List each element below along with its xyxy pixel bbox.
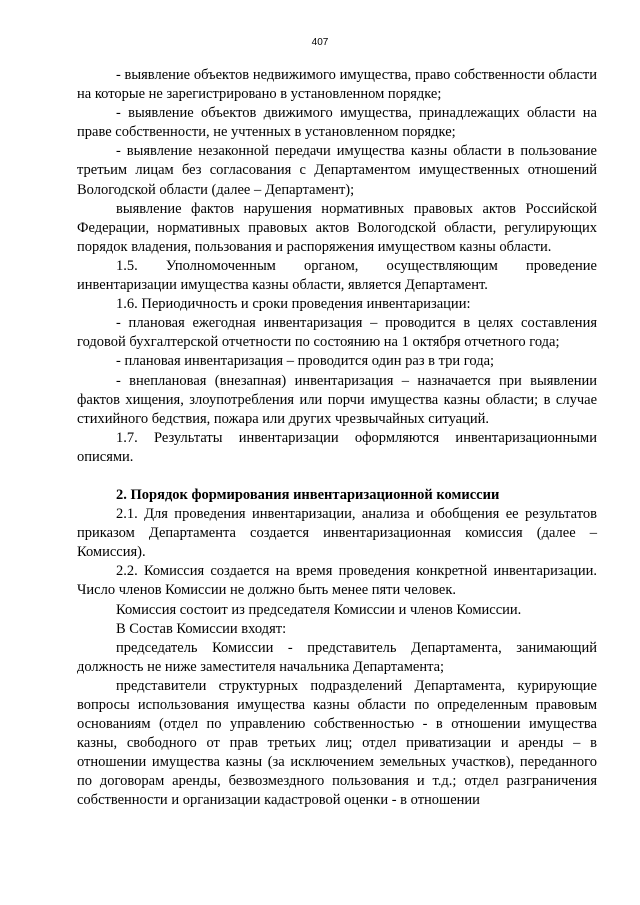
paragraph: 1.5. Уполномоченным органом, осуществляющим проведение инвентаризации имущества казны области, является Департамент. xyxy=(77,257,597,294)
paragraph: 1.6. Периодичность и сроки проведения инвентаризации: xyxy=(116,296,471,313)
paragraph: 2.1. Для проведения инвентаризации, анализа и обобщения ее результатов приказом Департамента создается инвентаризационная комиссия (далее – Комиссия). xyxy=(77,506,597,561)
paragraph: В Состав Комиссии входят: xyxy=(116,620,287,637)
document-body xyxy=(77,66,597,811)
paragraph: - выявление незаконной передачи имущества казны области в пользование третьим лицам без согласования с Департаментом имущественных отношений Вологодской области (далее – Департамент); xyxy=(77,143,597,198)
paragraph: Комиссия состоит из председателя Комиссии и членов Комиссии. xyxy=(116,601,522,618)
paragraph: председатель Комиссии - представитель Департамента, занимающий должность не ниже заместителя начальника Департамента; xyxy=(77,639,597,675)
paragraph: - внеплановая (внезапная) инвентаризация – назначается при выявлении фактов хищения, злоупотребления или порчи имущества казны области; в случае стихийного бедствия, пожара или других чрезвычайных ситуаций. xyxy=(77,372,597,427)
section-heading: 2. Порядок формирования инвентаризационной комиссии xyxy=(116,486,500,503)
paragraph: - плановая инвентаризация – проводится один раз в три года; xyxy=(116,353,495,370)
paragraph: представители структурных подразделений Департамента, курирующие вопросы использования имущества казны области по определенным правовым основаниям (отдел по управлению собственностью - в отношении имущества казны, свободного от прав третьих лиц; отдел приватизации и аренды – в отношении имущества казны (за исключением земельных участков), переданного по договорам аренды, безвозмездного пользования и т.д.; отдел разграничения собственности и организации кадастровой оценки - в отношении xyxy=(77,677,597,809)
paragraph: - плановая ежегодная инвентаризация – проводится в целях составления годовой бухгалтерской отчетности по состоянию на 1 октября отчетного года; xyxy=(77,315,597,351)
paragraph: 1.7. Результаты инвентаризации оформляются инвентаризационными описями. xyxy=(77,429,597,465)
paragraph: - выявление объектов движимого имущества, принадлежащих области на праве собственности, не учтенных в установленном порядке; xyxy=(77,105,597,141)
paragraph: выявление фактов нарушения нормативных правовых актов Российской Федерации, нормативных правовых актов Вологодской области, регулирующих порядок владения, пользования и распоряжения имуществом казны области. xyxy=(77,200,597,255)
paragraph: - выявление объектов недвижимого имущества, право собственности области на которые не зарегистрировано в установленном порядке; xyxy=(77,67,597,103)
page-number: 407 xyxy=(311,37,329,48)
paragraph: 2.2. Комиссия создается на время проведения конкретной инвентаризации. Число членов Комиссии не должно быть менее пяти человек. xyxy=(77,563,597,599)
